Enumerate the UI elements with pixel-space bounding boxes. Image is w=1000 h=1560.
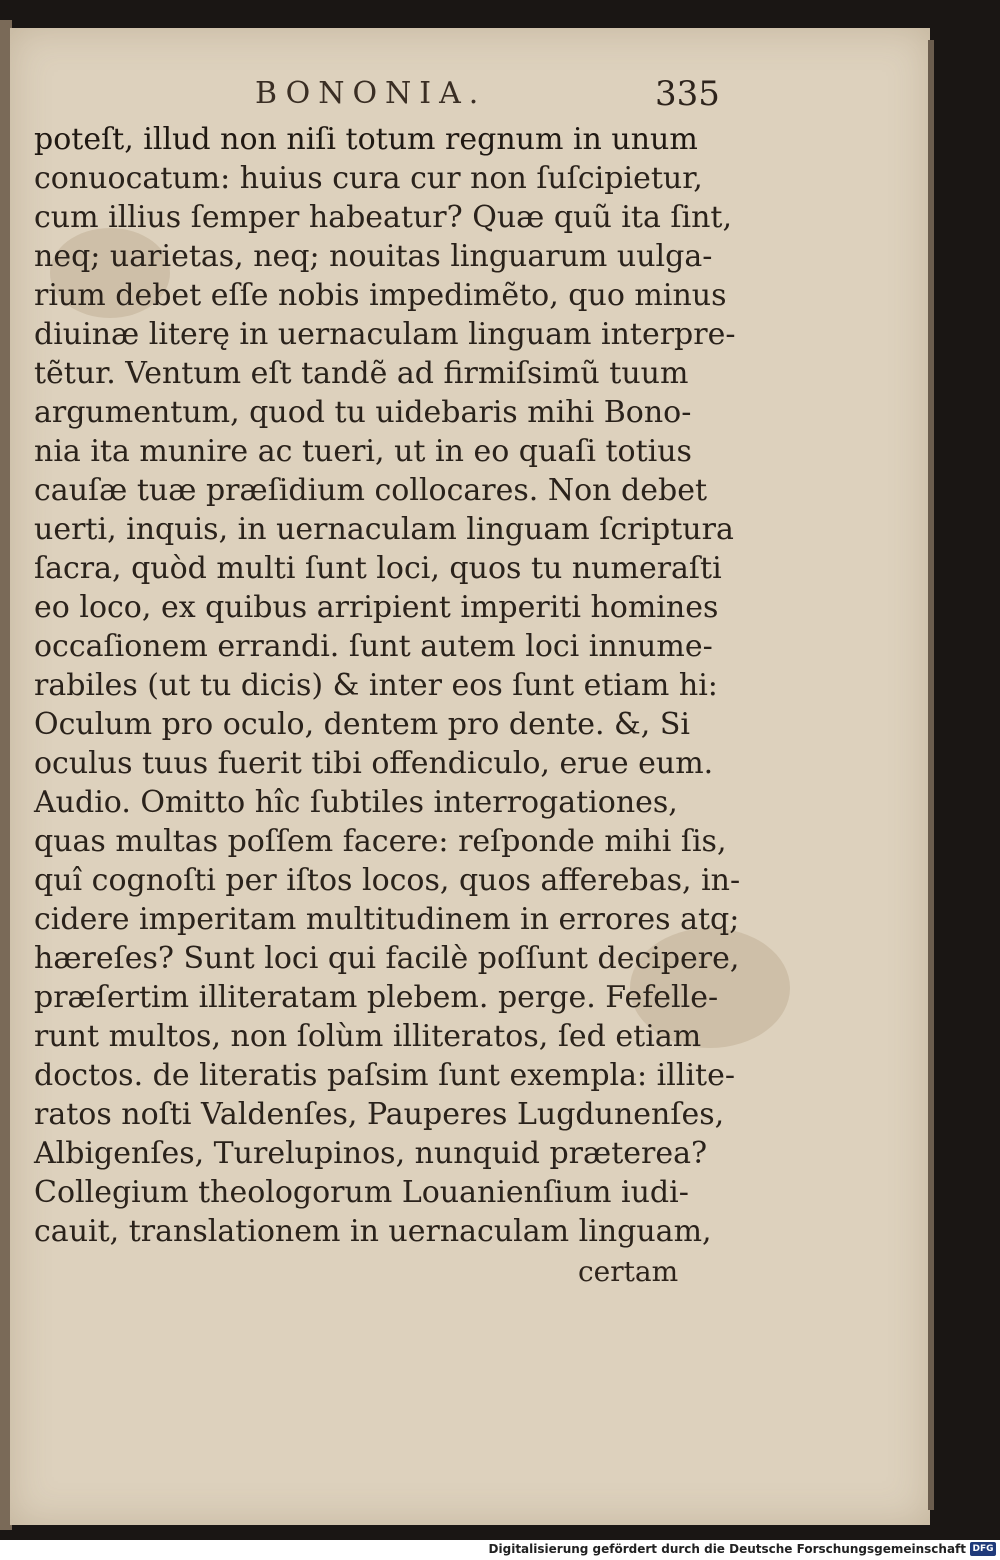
text-line: cidere imperitam multitudinem in errores atq; [34,902,740,937]
text-line: quas multas poſſem facere: reſponde mihi ſis, [34,824,727,859]
text-line: Oculum pro oculo, dentem pro dente. &, Si [34,707,690,742]
text-line: tẽtur. Ventum eſt tandẽ ad firmiſsimũ tuum [34,356,689,391]
text-line: neq; uarietas, neq; nouitas linguarum uulga- [34,239,713,274]
text-line: hæreſes? Sunt loci qui facilè poſſunt decipere, [34,941,740,976]
text-line: Albigenſes, Turelupinos, nunquid præterea? [34,1136,708,1171]
text-line: ſacra, quòd multi ſunt loci, quos tu numeraſti [34,551,722,586]
text-line: eo loco, ex quibus arripient imperiti homines [34,590,719,625]
text-line: præſertim illiteratam plebem. perge. Fefelle- [34,980,719,1015]
text-line: occaſionem errandi. ſunt autem loci innume- [34,629,713,664]
text-line: conuocatum: huius cura cur non ſuſcipietur, [34,161,703,196]
body-text [34,120,741,1251]
text-line: Collegium theologorum Louanienſium iudi- [34,1175,689,1210]
text-line: oculus tuus fuerit tibi offendiculo, erue eum. [34,746,714,781]
text-line: runt multos, non ſolùm illiteratos, ſed etiam [34,1019,702,1054]
text-line: diuinæ literę in uernaculam linguam interpre- [34,317,736,352]
text-line: quî cognoſti per iſtos locos, quos afferebas, in- [34,863,741,898]
text-line: cum illius ſemper habeatur? Quæ quũ ita ſint, [34,200,732,235]
text-line: rabiles (ut tu dicis) & inter eos ſunt etiam hi: [34,668,718,703]
page-header [0,72,1000,112]
text-line: Audio. Omitto hîc ſubtiles interrogationes, [34,785,678,820]
funding-credit: Digitalisierung gefördert durch die Deutsche Forschungsgemeinschaft [488,1542,966,1556]
text-line: rium debet eſſe nobis impedimẽto, quo minus [34,278,727,313]
footer-bar [0,1540,1000,1560]
text-line: poteſt, illud non niſi totum regnum in unum [34,122,698,157]
text-line: nia ita munire ac tueri, ut in eo quaſi totius [34,434,692,469]
text-line: doctos. de literatis paſsim ſunt exempla: illite- [34,1058,735,1093]
text-line: uerti, inquis, in uernaculam linguam ſcriptura [34,512,734,547]
text-line: cauit, translationem in uernaculam linguam, [34,1214,712,1249]
running-head: BONONIA. [255,76,487,111]
page-edge-right [928,40,934,1510]
dfg-logo: DFG [970,1542,996,1556]
page-number: 335 [655,74,720,114]
catchword: certam [578,1255,679,1288]
text-line: cauſæ tuæ præſidium collocares. Non debet [34,473,708,508]
text-line: ratos noſti Valdenſes, Pauperes Lugdunenſes, [34,1097,725,1132]
text-line: argumentum, quod tu uidebaris mihi Bono- [34,395,692,430]
